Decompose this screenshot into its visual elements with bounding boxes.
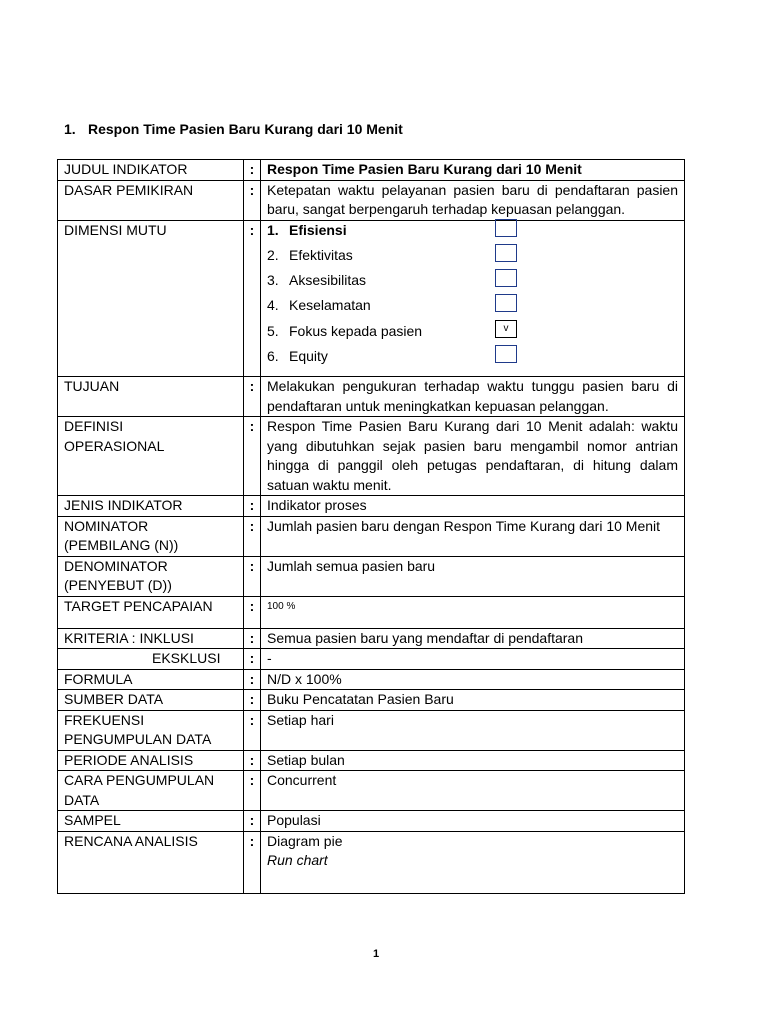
- colon: :: [244, 710, 261, 750]
- row-target: [58, 596, 685, 628]
- colon: :: [244, 811, 261, 832]
- label-dimensi: DIMENSI MUTU: [58, 220, 244, 377]
- label-frekuensi: FREKUENSI PENGUMPULAN DATA: [58, 710, 244, 750]
- colon: :: [244, 516, 261, 556]
- list-item: 5. Fokus kepada pasien v: [267, 322, 678, 347]
- checkbox[interactable]: [495, 269, 517, 287]
- label-cara: CARA PENGUMPULAN DATA: [58, 771, 244, 811]
- colon: :: [244, 496, 261, 517]
- label-tujuan: TUJUAN: [58, 377, 244, 417]
- label-formula: FORMULA: [58, 669, 244, 690]
- value-dimensi: [261, 220, 685, 377]
- colon: :: [244, 669, 261, 690]
- list-item: 6. Equity: [267, 347, 678, 372]
- label-sumber: SUMBER DATA: [58, 690, 244, 711]
- row-frekuensi: [58, 710, 685, 750]
- label-sampel: SAMPEL: [58, 811, 244, 832]
- value-sampel: Populasi: [261, 811, 685, 832]
- row-judul: [58, 160, 685, 181]
- row-eksklusi: [58, 649, 685, 670]
- value-inklusi: Semua pasien baru yang mendaftar di pendaftaran: [261, 628, 685, 649]
- checkbox[interactable]: [495, 345, 517, 363]
- value-sumber: Buku Pencatatan Pasien Baru: [261, 690, 685, 711]
- row-definisi: [58, 417, 685, 496]
- row-dasar: [58, 180, 685, 220]
- row-denominator: [58, 556, 685, 596]
- value-formula: N/D x 100%: [261, 669, 685, 690]
- colon: :: [244, 180, 261, 220]
- label-dasar: DASAR PEMIKIRAN: [58, 180, 244, 220]
- value-target: 100 %: [261, 596, 685, 628]
- label-nominator: NOMINATOR (PEMBILANG (N)): [58, 516, 244, 556]
- value-tujuan: Melakukan pengukuran terhadap waktu tunggu pasien baru di pendaftaran untuk meningkatkan kepuasan pelanggan.: [261, 377, 685, 417]
- list-item: 1. Efisiensi: [267, 221, 678, 246]
- list-item: 4. Keselamatan: [267, 296, 678, 321]
- page-number: 1: [373, 948, 380, 960]
- list-item: 2. Efektivitas: [267, 246, 678, 271]
- section-number: 1.: [64, 121, 76, 137]
- colon: :: [244, 377, 261, 417]
- label-jenis: JENIS INDIKATOR: [58, 496, 244, 517]
- value-dasar: Ketepatan waktu pelayanan pasien baru di pendaftaran pasien baru, sangat berpengaruh terhadap kepuasan pelanggan.: [261, 180, 685, 220]
- label-judul: JUDUL INDIKATOR: [58, 160, 244, 181]
- colon: :: [244, 649, 261, 670]
- value-nominator: Jumlah pasien baru dengan Respon Time Kurang dari 10 Menit: [261, 516, 685, 556]
- row-sampel: [58, 811, 685, 832]
- value-cara: Concurrent: [261, 771, 685, 811]
- list-item: 3. Aksesibilitas: [267, 271, 678, 296]
- colon: :: [244, 596, 261, 628]
- label-inklusi: KRITERIA : INKLUSI: [58, 628, 244, 649]
- row-jenis: [58, 496, 685, 517]
- section-title: Respon Time Pasien Baru Kurang dari 10 Menit: [88, 121, 403, 137]
- colon: :: [244, 220, 261, 377]
- colon: :: [244, 771, 261, 811]
- section-heading: [64, 121, 403, 137]
- value-periode: Setiap bulan: [261, 750, 685, 771]
- value-denominator: Jumlah semua pasien baru: [261, 556, 685, 596]
- value-frekuensi: Setiap hari: [261, 710, 685, 750]
- colon: :: [244, 690, 261, 711]
- label-definisi: DEFINISI OPERASIONAL: [58, 417, 244, 496]
- row-cara: [58, 771, 685, 811]
- row-inklusi: [58, 628, 685, 649]
- row-dimensi: [58, 220, 685, 377]
- colon: :: [244, 417, 261, 496]
- checkbox[interactable]: [495, 219, 517, 237]
- row-formula: [58, 669, 685, 690]
- row-sumber: [58, 690, 685, 711]
- label-periode: PERIODE ANALISIS: [58, 750, 244, 771]
- label-denominator: DENOMINATOR (PENYEBUT (D)): [58, 556, 244, 596]
- checkbox[interactable]: [495, 294, 517, 312]
- colon: :: [244, 556, 261, 596]
- colon: :: [244, 160, 261, 181]
- colon: :: [244, 628, 261, 649]
- checkbox[interactable]: [495, 244, 517, 262]
- checkbox-checked[interactable]: v: [495, 320, 517, 338]
- row-rencana: [58, 831, 685, 893]
- indicator-table: [57, 159, 685, 894]
- value-eksklusi: -: [261, 649, 685, 670]
- value-jenis: Indikator proses: [261, 496, 685, 517]
- row-nominator: [58, 516, 685, 556]
- label-target: TARGET PENCAPAIAN: [58, 596, 244, 628]
- colon: :: [244, 750, 261, 771]
- dimension-list: [267, 221, 678, 377]
- value-judul: Respon Time Pasien Baru Kurang dari 10 Menit: [261, 160, 685, 181]
- row-periode: [58, 750, 685, 771]
- row-tujuan: [58, 377, 685, 417]
- label-eksklusi: EKSKLUSI: [58, 649, 244, 670]
- label-rencana: RENCANA ANALISIS: [58, 831, 244, 893]
- value-rencana: Diagram pie Run chart: [261, 831, 685, 893]
- value-definisi: Respon Time Pasien Baru Kurang dari 10 Menit adalah: waktu yang dibutuhkan sejak pasien baru mengambil nomor antrian hingga di panggil oleh petugas pendaftaran, di hitung dalam satuan waktu menit.: [261, 417, 685, 496]
- colon: :: [244, 831, 261, 893]
